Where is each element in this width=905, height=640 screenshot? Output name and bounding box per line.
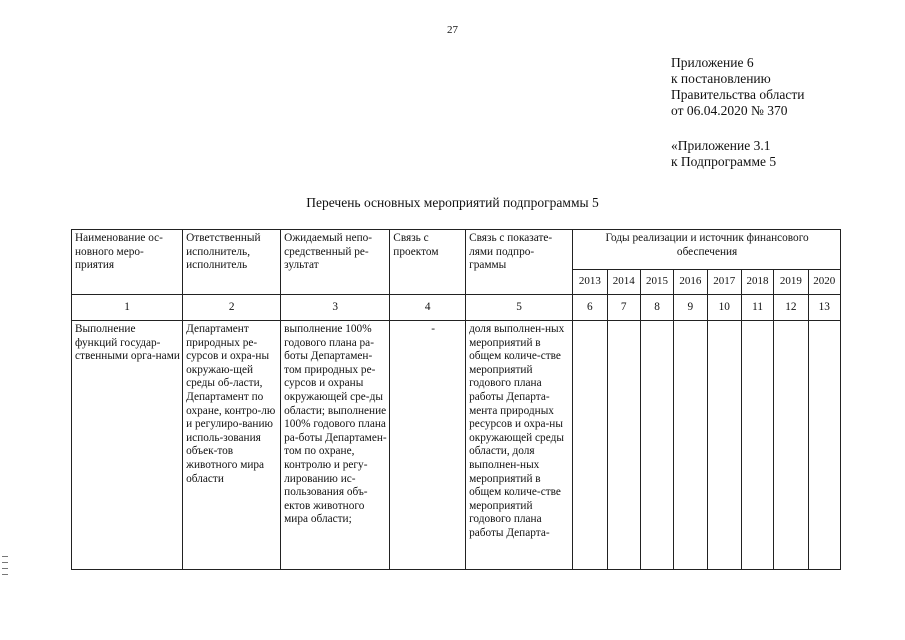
cell-year-value (774, 321, 808, 570)
column-number: 13 (808, 295, 840, 321)
header-row (72, 230, 841, 270)
cell-project: - (390, 321, 466, 570)
cell-result: выполнение 100% годового плана ра-боты Департамен-том природных ре-сурсов и охраны окружающей сре-ды области; выполнение 100% годового плана ра-боты Департамен-том по охране, контролю и регу-лированию ис-пользования объ-ектов животного мира области; (281, 321, 390, 570)
header-year: 2019 (774, 270, 808, 295)
cell-year-value (707, 321, 741, 570)
header-year: 2018 (741, 270, 773, 295)
appendix-line: к Подпрограмме 5 (671, 154, 777, 169)
header-years-group: Годы реализации и источник финансового обеспечения (573, 230, 841, 270)
column-number: 8 (640, 295, 673, 321)
appendix-line: Приложение 6 (671, 55, 754, 70)
cell-year-value (741, 321, 773, 570)
appendix-line: к постановлению (671, 71, 771, 86)
cell-name: Выполнение функций государ-ственными орга-нами (72, 321, 183, 570)
appendix-line: от 06.04.2020 № 370 (671, 103, 788, 118)
cell-year-value (808, 321, 840, 570)
appendix-line: «Приложение 3.1 (671, 138, 771, 153)
column-number: 2 (183, 295, 281, 321)
table-row (72, 321, 841, 570)
cell-executor: Департамент природных ре-сурсов и охра-ны окружаю-щей среды об-ласти, Департамент по охране, контро-лю и регулиро-ванию исполь-зования объек-тов животного мира области (183, 321, 281, 570)
column-number: 5 (466, 295, 573, 321)
header-year: 2013 (573, 270, 607, 295)
column-number-row (72, 295, 841, 321)
cell-year-value (640, 321, 673, 570)
scan-edge-mark (2, 556, 8, 584)
header-year: 2017 (707, 270, 741, 295)
header-year: 2020 (808, 270, 840, 295)
header-year: 2015 (640, 270, 673, 295)
header-year: 2014 (607, 270, 640, 295)
column-number: 6 (573, 295, 607, 321)
header-result: Ожидаемый непо-средственный ре-зультат (281, 230, 390, 295)
column-number: 10 (707, 295, 741, 321)
appendix-block (671, 55, 804, 170)
column-number: 12 (774, 295, 808, 321)
cell-year-value (674, 321, 707, 570)
column-number: 11 (741, 295, 773, 321)
page-number: 27 (447, 24, 458, 36)
column-number: 4 (390, 295, 466, 321)
appendix-line: Правительства области (671, 87, 805, 102)
header-executor: Ответственный исполнитель, исполнитель (183, 230, 281, 295)
document-title: Перечень основных мероприятий подпрограммы 5 (306, 195, 599, 210)
header-year: 2016 (674, 270, 707, 295)
column-number: 3 (281, 295, 390, 321)
column-number: 7 (607, 295, 640, 321)
header-project: Связь с проектом (390, 230, 466, 295)
cell-year-value (573, 321, 607, 570)
column-number: 9 (674, 295, 707, 321)
measures-table (71, 229, 841, 570)
header-name: Наименование ос-новного меро-приятия (72, 230, 183, 295)
column-number: 1 (72, 295, 183, 321)
header-indicators: Связь с показате-лями подпро-граммы (466, 230, 573, 295)
cell-indicators: доля выполнен-ных мероприятий в общем количе-стве мероприятий годового плана работы Департа-мента природных ресурсов и охра-ны окружающей среды области, доля выполнен-ных мероприятий в общем количе-стве мероприятий годового плана работы Департа- (466, 321, 573, 570)
cell-year-value (607, 321, 640, 570)
